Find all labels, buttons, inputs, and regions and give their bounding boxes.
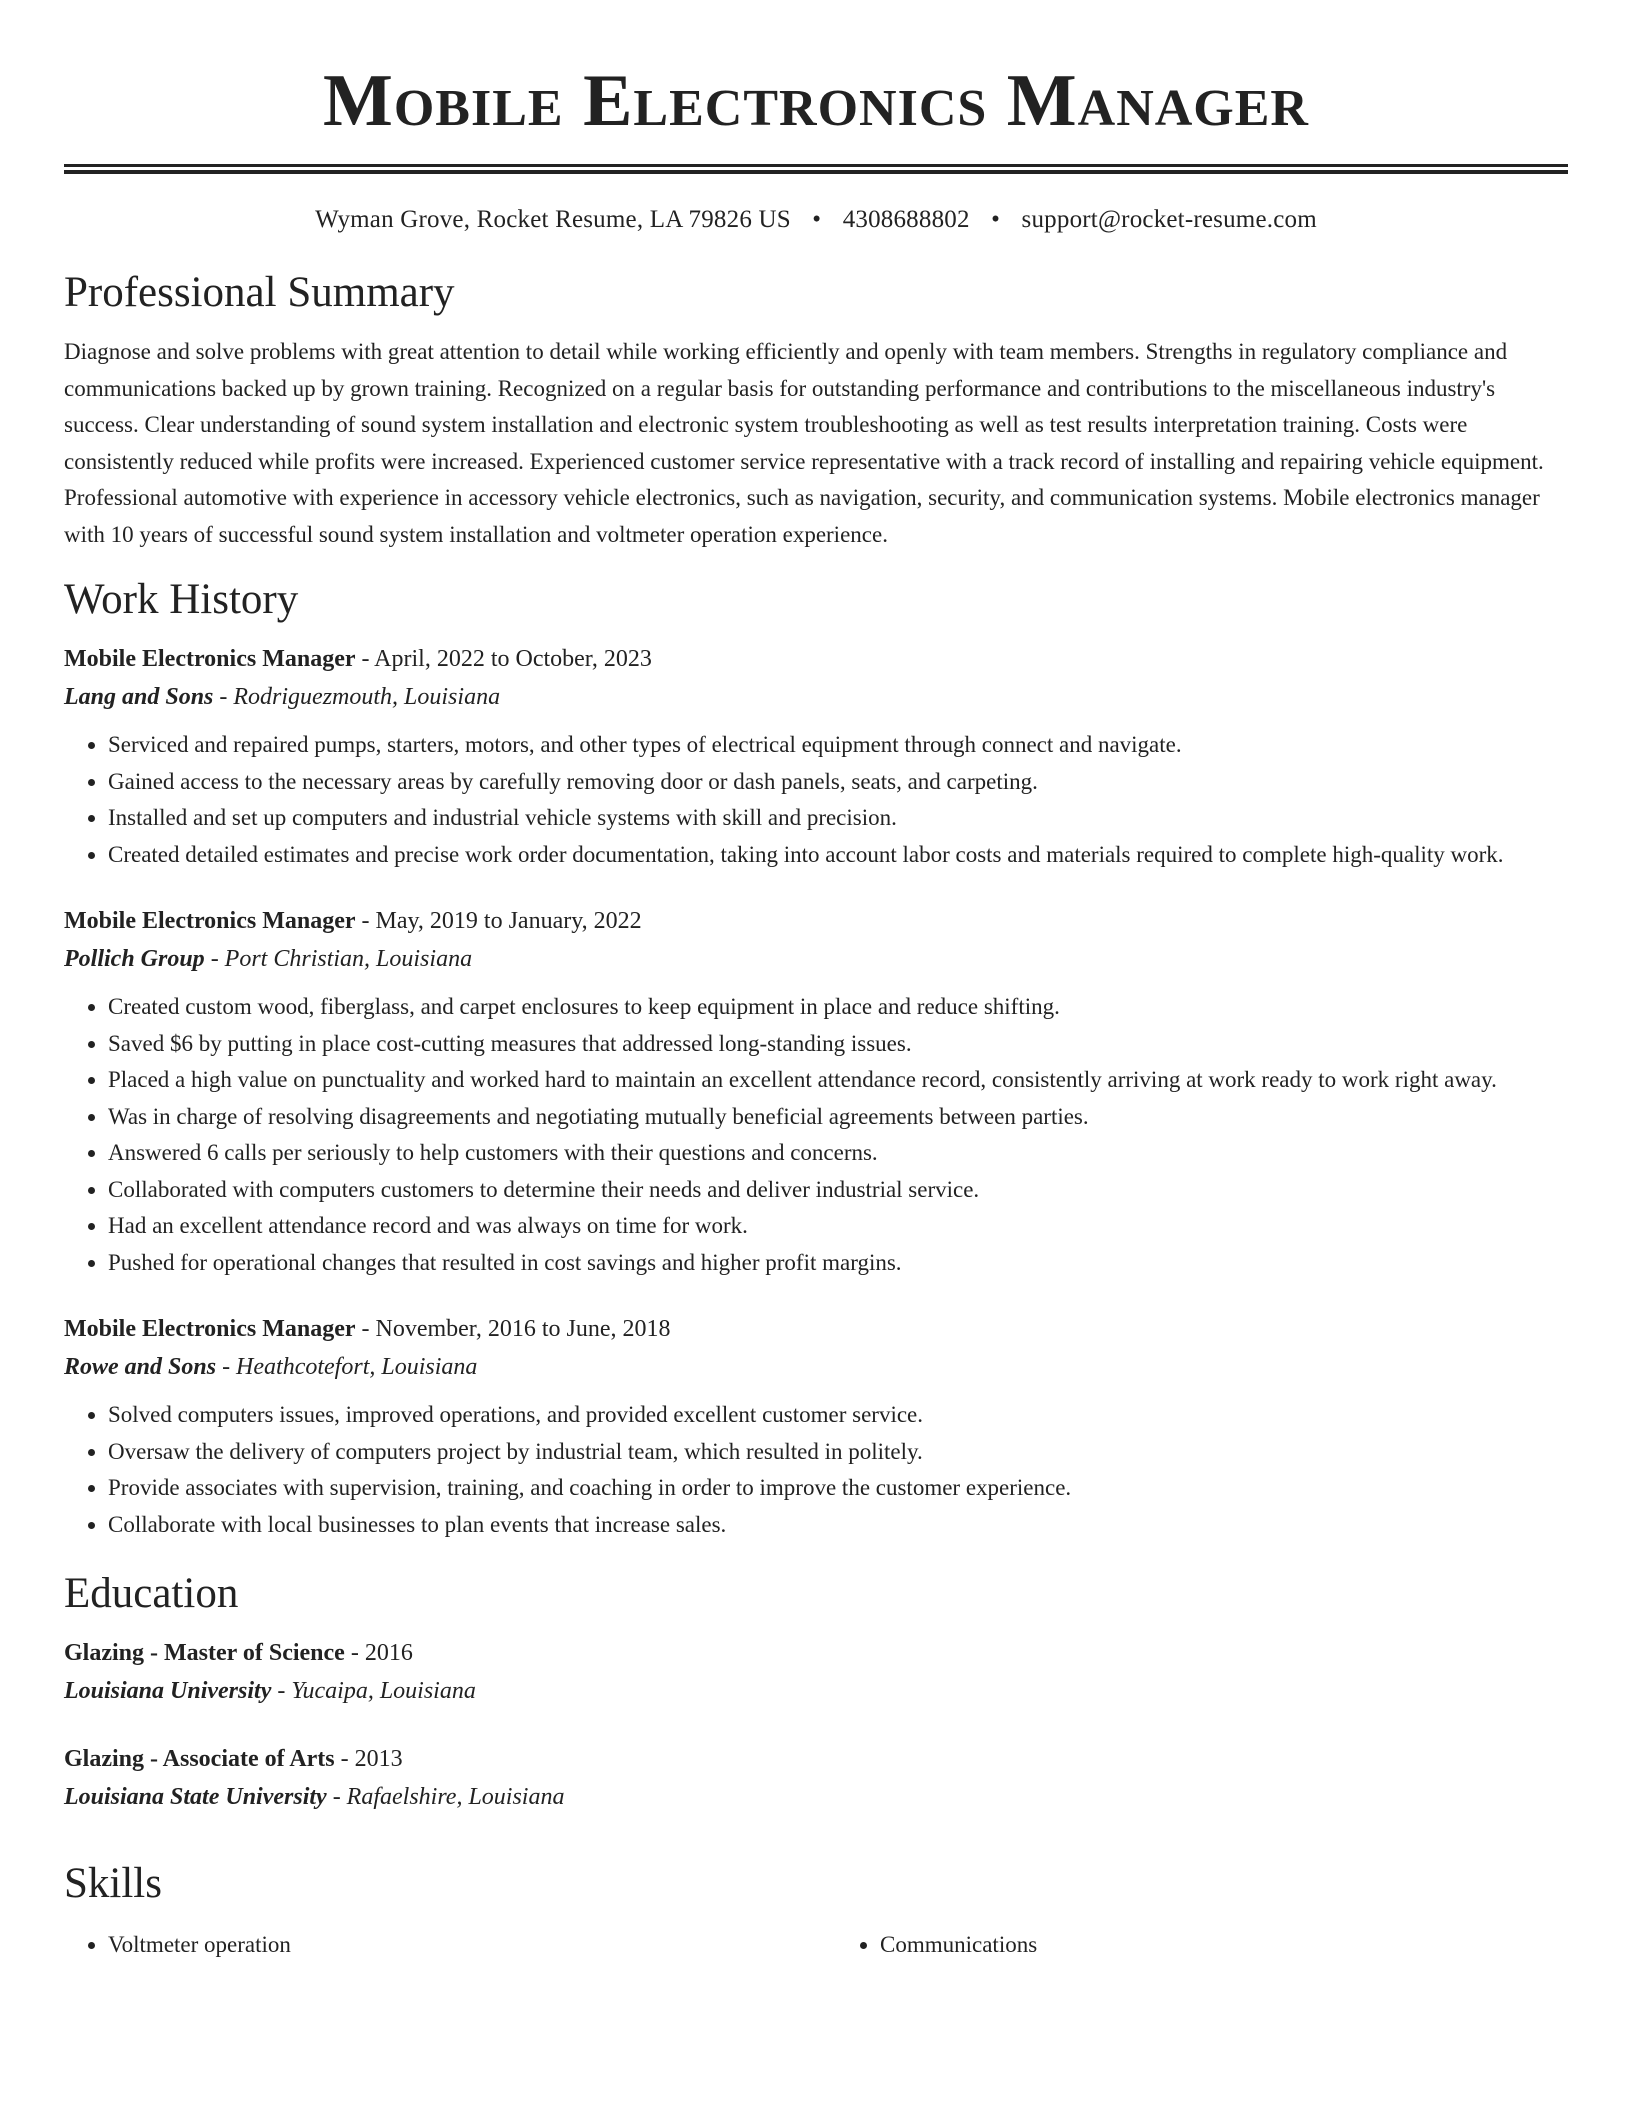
education-degree: Glazing - Master of Science [64, 1640, 345, 1666]
job-header [64, 641, 1568, 677]
job-bullet: • Saved $6 by putting in place cost-cutting measures that addressed long-standing issues. [108, 1026, 1568, 1063]
skills-heading: Skills [64, 1860, 162, 1907]
resume-name: Mobile Electronics Manager [323, 60, 1309, 142]
job-company: Pollich Group [64, 946, 205, 972]
job-entry [64, 1311, 1568, 1543]
education-header [64, 1741, 1568, 1777]
job-company-line [64, 939, 1568, 979]
job-dates: - May, 2019 to January, 2022 [355, 908, 642, 934]
job-bullets [64, 1397, 1568, 1543]
job-header [64, 903, 1568, 939]
job-title: Mobile Electronics Manager [64, 646, 356, 672]
education-school-line [64, 1671, 1568, 1711]
job-entry [64, 641, 1568, 873]
job-bullet: • Pushed for operational changes that resulted in cost savings and higher profit margins. [108, 1245, 1568, 1282]
job-entry [64, 903, 1568, 1281]
job-bullet: • Installed and set up computers and industrial vehicle systems with skill and precision. [108, 800, 1568, 837]
summary-heading: Professional Summary [64, 269, 455, 316]
job-dates: - April, 2022 to October, 2023 [355, 646, 652, 672]
job-bullet: • Serviced and repaired pumps, starters, motors, and other types of electrical equipment through connect and navigate. [108, 727, 1568, 764]
job-company: Lang and Sons [64, 684, 214, 710]
job-location: - Rodriguezmouth, Louisiana [213, 684, 501, 710]
skills-column-left [64, 1927, 796, 1963]
contact-separator: • [812, 206, 822, 233]
job-dates: - November, 2016 to June, 2018 [355, 1316, 671, 1342]
skill-item: • Voltmeter operation [108, 1927, 796, 1963]
education-location: - Yucaipa, Louisiana [271, 1678, 476, 1704]
education-year: - 2016 [344, 1640, 413, 1666]
contact-separator: • [991, 206, 1001, 233]
job-bullet: • Had an excellent attendance record and was always on time for work. [108, 1208, 1568, 1245]
contact-address: Wyman Grove, Rocket Resume, LA 79826 US [315, 206, 791, 233]
job-bullet: • Answered 6 calls per seriously to help customers with their questions and concerns. [108, 1135, 1568, 1172]
job-bullet: • Collaborate with local businesses to plan events that increase sales. [108, 1507, 1568, 1544]
education-school: Louisiana University [64, 1678, 272, 1704]
education-heading: Education [64, 1570, 239, 1617]
contact-email: support@rocket-resume.com [1021, 206, 1317, 233]
education-entry [64, 1635, 1568, 1711]
job-bullet: • Oversaw the delivery of computers project by industrial team, which resulted in politely. [108, 1434, 1568, 1471]
skills-list [64, 1927, 1568, 1963]
job-company: Rowe and Sons [64, 1354, 217, 1380]
contact-line [64, 204, 1568, 236]
job-bullet: • Solved computers issues, improved operations, and provided excellent customer service. [108, 1397, 1568, 1434]
education-entry [64, 1741, 1568, 1817]
summary-text: Diagnose and solve problems with great attention to detail while working efficiently and openly with team members. Strengths in regulatory compliance and communications backed up by grown training. Recognized on a regular basis for outstanding performance and contributions to the miscellaneous industry's success. Clear understanding of sound system installation and electronic system troubleshooting as well as test results interpretation training. Costs were consistently reduced while profits were increased. Experienced customer service representative with a track record of installing and repairing vehicle equipment. Professional automotive with experience in accessory vehicle electronics, such as navigation, security, and communication systems. Mobile electronics manager with 10 years of successful sound system installation and voltmeter operation experience. [64, 339, 1544, 547]
skills-column-right [836, 1927, 1568, 1963]
job-company-line [64, 1347, 1568, 1387]
education-location: - Rafaelshire, Louisiana [326, 1784, 565, 1810]
education-year: - 2013 [334, 1746, 403, 1772]
education-school: Louisiana State University [64, 1784, 327, 1810]
contact-phone: 4308688802 [842, 206, 970, 233]
job-bullet: • Was in charge of resolving disagreements and negotiating mutually beneficial agreements between parties. [108, 1099, 1568, 1136]
job-bullets [64, 727, 1568, 873]
job-bullet: • Provide associates with supervision, training, and coaching in order to improve the customer experience. [108, 1470, 1568, 1507]
skill-item: • Communications [880, 1927, 1568, 1963]
work-history-heading: Work History [64, 576, 299, 623]
job-header [64, 1311, 1568, 1347]
header-divider [64, 164, 1568, 174]
education-degree: Glazing - Associate of Arts [64, 1746, 335, 1772]
job-location: - Port Christian, Louisiana [204, 946, 473, 972]
job-title: Mobile Electronics Manager [64, 1316, 356, 1342]
job-bullets [64, 989, 1568, 1281]
education-school-line [64, 1777, 1568, 1817]
job-bullet: • Collaborated with computers customers to determine their needs and deliver industrial service. [108, 1172, 1568, 1209]
job-title: Mobile Electronics Manager [64, 908, 356, 934]
job-company-line [64, 677, 1568, 717]
job-bullet: • Placed a high value on punctuality and worked hard to maintain an excellent attendance record, consistently arriving at work ready to work right away. [108, 1062, 1568, 1099]
job-bullet: • Created custom wood, fiberglass, and carpet enclosures to keep equipment in place and reduce shifting. [108, 989, 1568, 1026]
job-bullet: • Gained access to the necessary areas by carefully removing door or dash panels, seats, and carpeting. [108, 764, 1568, 801]
education-header [64, 1635, 1568, 1671]
job-bullet: • Created detailed estimates and precise work order documentation, taking into account labor costs and materials required to complete high-quality work. [108, 837, 1568, 874]
job-location: - Heathcotefort, Louisiana [216, 1354, 478, 1380]
